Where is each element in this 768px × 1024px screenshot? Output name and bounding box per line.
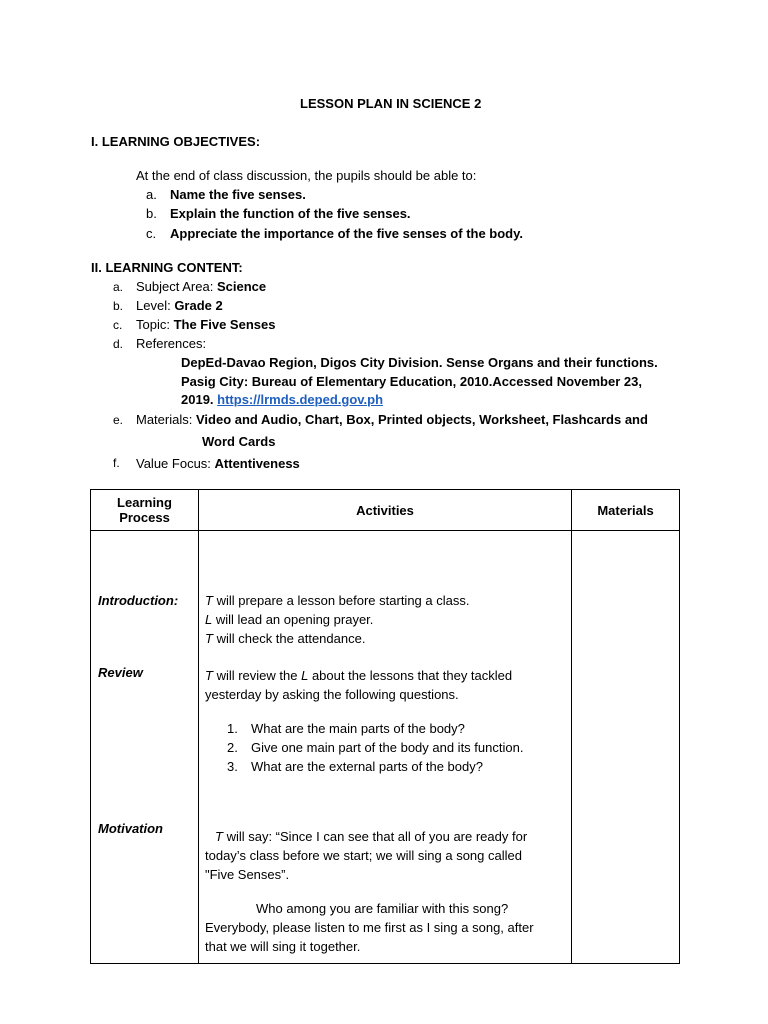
objective-item: Explain the function of the five senses. [170, 206, 411, 221]
objective-marker: b. [146, 206, 157, 221]
materials-cell [572, 531, 680, 964]
intro-line: L will lead an opening prayer. [205, 612, 374, 627]
subject-area: Subject Area: Science [136, 279, 267, 294]
content-marker: f. [113, 456, 120, 470]
learning-process-cell [91, 531, 199, 964]
table-row [91, 531, 680, 964]
motivation-line: Who among you are familiar with this song? [256, 901, 509, 916]
activities-cell [199, 531, 572, 964]
materials-continued: Word Cards [202, 434, 276, 449]
motivation-line: T will say: “Since I can see that all of you are ready for [215, 829, 528, 844]
question-number: 1. [227, 721, 238, 736]
objective-marker: a. [146, 187, 157, 202]
stage-motivation: Motivation [98, 821, 163, 836]
content-marker: a. [113, 280, 124, 294]
topic: Topic: The Five Senses [136, 317, 276, 332]
objectives-intro: At the end of class discussion, the pupils should be able to: [136, 168, 477, 183]
motivation-line: "Five Senses”. [205, 867, 290, 882]
review-line: T will review the L about the lessons that they tackled [205, 668, 513, 683]
reference-line: DepEd-Davao Region, Digos City Division. Sense Organs and their functions. [181, 355, 658, 370]
motivation-line: Everybody, please listen to me first as I sing a song, after [205, 920, 534, 935]
references-label: References: [136, 336, 207, 351]
page-title: LESSON PLAN IN SCIENCE 2 [300, 96, 482, 111]
stage-introduction: Introduction: [98, 593, 179, 608]
review-question: What are the main parts of the body? [251, 721, 465, 736]
reference-line: Pasig City: Bureau of Elementary Education, 2010.Accessed November 23, [181, 374, 642, 389]
value-focus: Value Focus: Attentiveness [136, 456, 300, 471]
content-marker: d. [113, 337, 124, 351]
stage-review: Review [98, 665, 143, 680]
reference-link[interactable]: https://lrmds.deped.gov.ph [217, 392, 384, 407]
objective-item: Appreciate the importance of the five senses of the body. [170, 226, 523, 241]
header-materials: Materials [572, 490, 680, 531]
review-question: Give one main part of the body and its function. [251, 740, 524, 755]
header-learning-process: Learning Process [91, 490, 199, 531]
motivation-line: today’s class before we start; we will sing a song called [205, 848, 522, 863]
intro-line: T will prepare a lesson before starting a class. [205, 593, 470, 608]
level: Level: Grade 2 [136, 298, 223, 313]
review-line: yesterday by asking the following questions. [205, 687, 459, 702]
review-question: What are the external parts of the body? [251, 759, 483, 774]
table-header-row [91, 490, 680, 531]
intro-line: T will check the attendance. [205, 631, 366, 646]
header-activities: Activities [199, 490, 572, 531]
motivation-line: that we will sing it together. [205, 939, 361, 954]
lesson-table [90, 489, 680, 964]
materials: Materials: Video and Audio, Chart, Box, Printed objects, Worksheet, Flashcards and [136, 412, 648, 427]
content-marker: c. [113, 318, 123, 332]
content-marker: b. [113, 299, 124, 313]
objectives-heading: I. LEARNING OBJECTIVES: [91, 134, 261, 149]
content-marker: e. [113, 413, 124, 427]
question-number: 3. [227, 759, 238, 774]
reference-line: 2019. https://lrmds.deped.gov.ph [181, 392, 384, 407]
objective-marker: c. [146, 226, 157, 241]
content-heading: II. LEARNING CONTENT: [91, 260, 243, 275]
objective-item: Name the five senses. [170, 187, 306, 202]
question-number: 2. [227, 740, 238, 755]
